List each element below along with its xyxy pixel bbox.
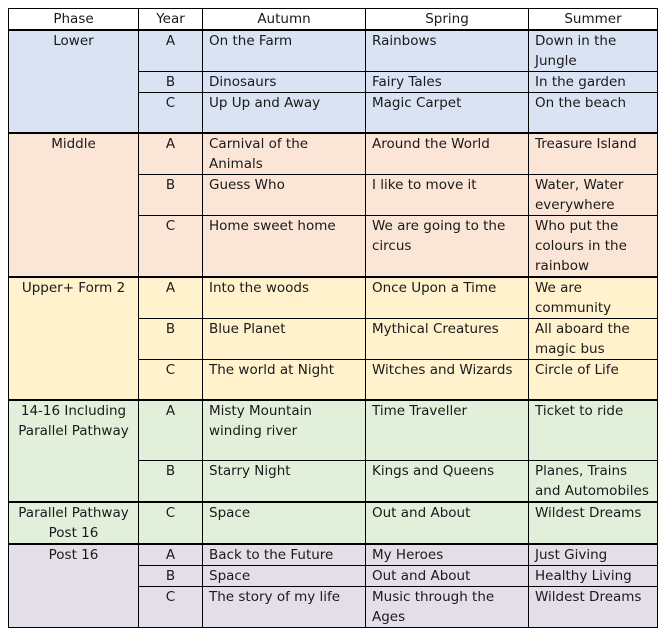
phase-cell: Post 16 <box>9 544 139 628</box>
spring-cell: Around the World <box>366 133 529 175</box>
header-spring: Spring <box>366 9 529 31</box>
year-cell: A <box>139 30 203 72</box>
curriculum-topics-table <box>8 8 658 628</box>
summer-cell: Wildest Dreams <box>529 586 658 627</box>
table-body <box>9 30 658 627</box>
year-cell: A <box>139 133 203 175</box>
table-row <box>9 502 658 544</box>
summer-cell: Wildest Dreams <box>529 502 658 544</box>
year-cell: C <box>139 502 203 544</box>
year-cell: B <box>139 318 203 359</box>
spring-cell: Fairy Tales <box>366 72 529 93</box>
autumn-cell: Starry Night <box>203 460 366 502</box>
summer-cell: We are community <box>529 277 658 319</box>
autumn-cell: The world at Night <box>203 359 366 400</box>
phase-cell: Middle <box>9 133 139 277</box>
summer-cell: Who put the colours in the rainbow <box>529 215 658 277</box>
autumn-cell: Misty Mountain winding river <box>203 400 366 460</box>
autumn-cell: Into the woods <box>203 277 366 319</box>
spring-cell: Magic Carpet <box>366 93 529 133</box>
table-row <box>9 133 658 175</box>
table-row <box>9 30 658 72</box>
autumn-cell: Dinosaurs <box>203 72 366 93</box>
summer-cell: Circle of Life <box>529 359 658 400</box>
phase-cell: Lower <box>9 30 139 133</box>
autumn-cell: Up Up and Away <box>203 93 366 133</box>
year-cell: A <box>139 400 203 460</box>
spring-cell: My Heroes <box>366 544 529 566</box>
phase-cell: Parallel Pathway Post 16 <box>9 502 139 544</box>
year-cell: C <box>139 586 203 627</box>
autumn-cell: Home sweet home <box>203 215 366 277</box>
year-cell: C <box>139 215 203 277</box>
summer-cell: Ticket to ride <box>529 400 658 460</box>
summer-cell: All aboard the magic bus <box>529 318 658 359</box>
summer-cell: Treasure Island <box>529 133 658 175</box>
spring-cell: Music through the Ages <box>366 586 529 627</box>
header-autumn: Autumn <box>203 9 366 31</box>
autumn-cell: Carnival of the Animals <box>203 133 366 175</box>
summer-cell: On the beach <box>529 93 658 133</box>
table-row <box>9 544 658 566</box>
header-phase: Phase <box>9 9 139 31</box>
summer-cell: Just Giving <box>529 544 658 566</box>
phase-cell: Upper+ Form 2 <box>9 277 139 401</box>
header-summer: Summer <box>529 9 658 31</box>
summer-cell: Planes, Trains and Automobiles <box>529 460 658 502</box>
spring-cell: Out and About <box>366 502 529 544</box>
spring-cell: Time Traveller <box>366 400 529 460</box>
spring-cell: We are going to the circus <box>366 215 529 277</box>
year-cell: B <box>139 72 203 93</box>
autumn-cell: Space <box>203 565 366 586</box>
spring-cell: Rainbows <box>366 30 529 72</box>
table-row <box>9 400 658 460</box>
autumn-cell: Back to the Future <box>203 544 366 566</box>
summer-cell: Down in the Jungle <box>529 30 658 72</box>
spring-cell: Mythical Creatures <box>366 318 529 359</box>
year-cell: A <box>139 544 203 566</box>
autumn-cell: Blue Planet <box>203 318 366 359</box>
spring-cell: I like to move it <box>366 174 529 215</box>
spring-cell: Out and About <box>366 565 529 586</box>
table-row <box>9 277 658 319</box>
spring-cell: Witches and Wizards <box>366 359 529 400</box>
autumn-cell: On the Farm <box>203 30 366 72</box>
summer-cell: In the garden <box>529 72 658 93</box>
year-cell: A <box>139 277 203 319</box>
spring-cell: Once Upon a Time <box>366 277 529 319</box>
year-cell: C <box>139 359 203 400</box>
year-cell: C <box>139 93 203 133</box>
phase-cell: 14-16 Including Parallel Pathway <box>9 400 139 502</box>
summer-cell: Water, Water everywhere <box>529 174 658 215</box>
header-row <box>9 9 658 31</box>
spring-cell: Kings and Queens <box>366 460 529 502</box>
header-year: Year <box>139 9 203 31</box>
year-cell: B <box>139 460 203 502</box>
autumn-cell: The story of my life <box>203 586 366 627</box>
summer-cell: Healthy Living <box>529 565 658 586</box>
autumn-cell: Guess Who <box>203 174 366 215</box>
autumn-cell: Space <box>203 502 366 544</box>
year-cell: B <box>139 565 203 586</box>
year-cell: B <box>139 174 203 215</box>
